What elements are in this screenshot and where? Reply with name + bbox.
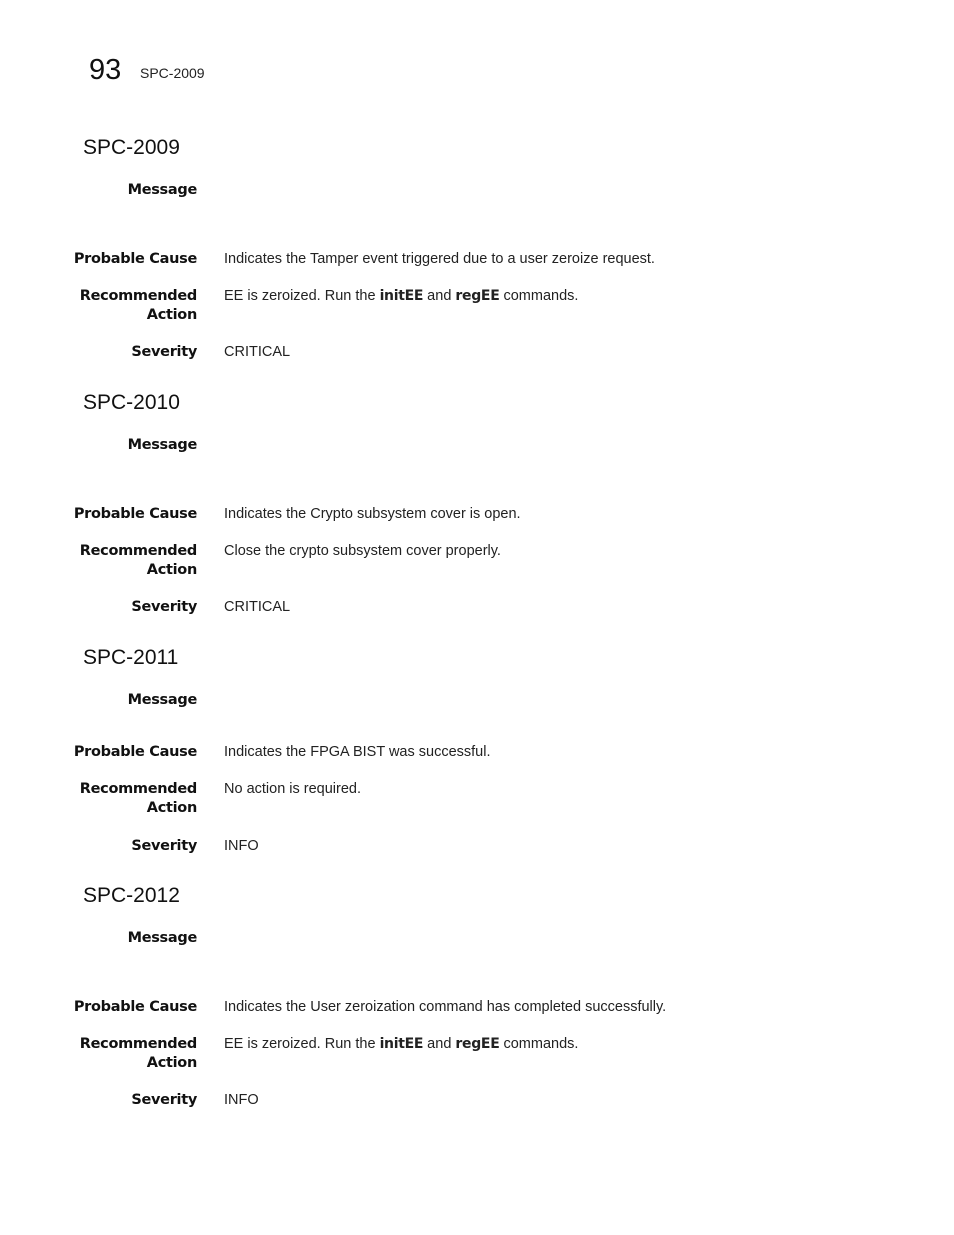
- recommended-action-label: [80, 287, 197, 325]
- message-label: Message: [127, 930, 197, 946]
- recommended-label-line1: Recommended: [79, 781, 197, 797]
- message-label: Message: [127, 437, 197, 453]
- probable-cause-label: Probable Cause: [73, 251, 197, 267]
- probable-cause-value: Indicates the Tamper event triggered due to a user zeroize request.: [224, 251, 655, 267]
- command-regee: regEE: [455, 288, 500, 304]
- severity-value: CRITICAL: [224, 344, 291, 360]
- recommended-action-value: No action is required.: [224, 781, 362, 797]
- recommended-action-value: Close the crypto subsystem cover properly.: [224, 543, 501, 559]
- message-label: Message: [127, 692, 197, 708]
- severity-label: Severity: [131, 599, 197, 615]
- probable-cause-value: Indicates the Crypto subsystem cover is open.: [224, 506, 521, 522]
- action-text-mid: and: [423, 288, 456, 304]
- severity-label: Severity: [131, 344, 197, 360]
- page-number: 93: [89, 54, 122, 86]
- recommended-label-line2: Action: [146, 307, 197, 323]
- probable-cause-label: Probable Cause: [73, 744, 197, 760]
- entry-title: SPC-2011: [83, 646, 179, 669]
- recommended-label-line1: Recommended: [79, 1036, 197, 1052]
- severity-value: CRITICAL: [224, 599, 291, 615]
- action-text-post: commands.: [499, 1036, 579, 1052]
- severity-value: INFO: [224, 838, 259, 854]
- message-label: Message: [127, 182, 197, 198]
- recommended-action-value: [224, 287, 578, 306]
- recommended-action-label: [80, 780, 197, 818]
- recommended-label-line1: Recommended: [79, 543, 197, 559]
- action-text-pre: EE is zeroized. Run the: [224, 288, 380, 304]
- recommended-action-value: [224, 1035, 578, 1054]
- command-initee: initEE: [379, 288, 424, 304]
- action-text-mid: and: [423, 1036, 456, 1052]
- recommended-action-label: [80, 542, 197, 580]
- action-text-pre: EE is zeroized. Run the: [224, 1036, 380, 1052]
- severity-value: INFO: [224, 1092, 259, 1108]
- recommended-label-line2: Action: [146, 562, 197, 578]
- entry-title: SPC-2009: [83, 136, 180, 159]
- recommended-label-line1: Recommended: [79, 288, 197, 304]
- probable-cause-label: Probable Cause: [73, 506, 197, 522]
- severity-label: Severity: [131, 1092, 197, 1108]
- probable-cause-label: Probable Cause: [73, 999, 197, 1015]
- entry-title: SPC-2012: [83, 884, 180, 907]
- action-text-post: commands.: [499, 288, 579, 304]
- recommended-action-label: [80, 1035, 197, 1073]
- recommended-label-line2: Action: [146, 1055, 197, 1071]
- entry-title: SPC-2010: [83, 391, 180, 414]
- command-initee: initEE: [379, 1036, 424, 1052]
- probable-cause-value: Indicates the User zeroization command has completed successfully.: [224, 999, 667, 1015]
- severity-label: Severity: [131, 838, 197, 854]
- command-regee: regEE: [455, 1036, 500, 1052]
- running-title: SPC-2009: [140, 65, 205, 81]
- recommended-label-line2: Action: [146, 800, 197, 816]
- probable-cause-value: Indicates the FPGA BIST was successful.: [224, 744, 491, 760]
